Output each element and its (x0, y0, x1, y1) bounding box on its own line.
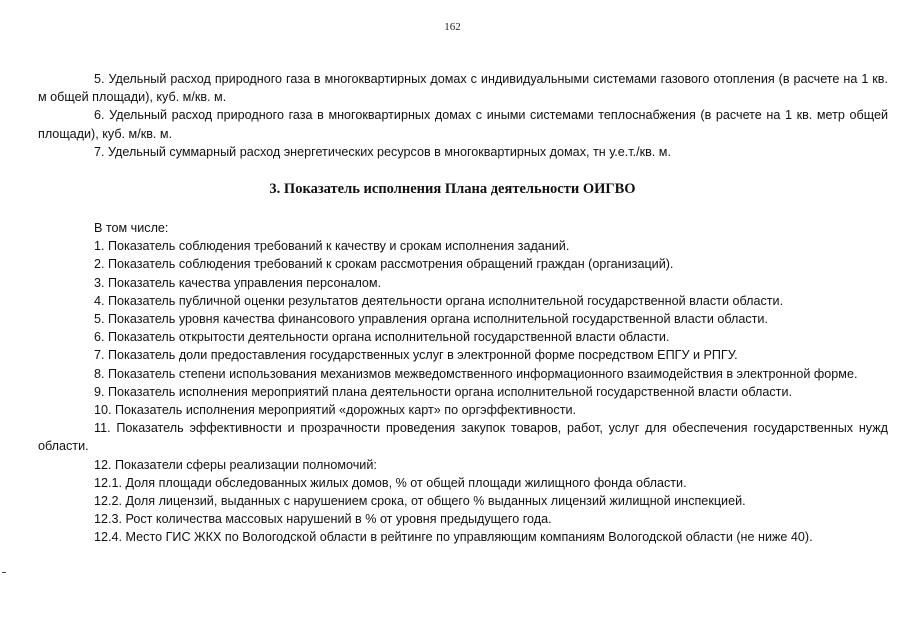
list-item: 6. Показатель открытости деятельности органа исполнительной государственной власти области. (94, 330, 670, 345)
page-number: 162 (444, 21, 461, 33)
section-heading: 3. Показатель исполнения Плана деятельности ОИГВО (269, 181, 636, 197)
paragraph-5: 5. Удельный расход природного газа в многоквартирных домах с индивидуальными системами газового отопления (в расчете на 1 кв. м общей площади), куб. м/кв. м. (38, 72, 888, 105)
indicators-list-top (38, 70, 888, 161)
paragraph-7: 7. Удельный суммарный расход энергетических ресурсов в многоквартирных домах, тн у.е.т./кв. м. (94, 144, 671, 159)
list-item: 1. Показатель соблюдения требований к качеству и срокам исполнения заданий. (94, 239, 570, 254)
list-item: 12.3. Рост количества массовых нарушений в % от уровня предыдущего года. (94, 512, 552, 527)
list-item: 2. Показатель соблюдения требований к срокам рассмотрения обращений граждан (организаций). (94, 257, 674, 272)
list-item: 5. Показатель уровня качества финансового управления органа исполнительной государственной власти области. (94, 312, 768, 327)
list-item: 12.1. Доля площади обследованных жилых домов, % от общей площади жилищного фонда области. (94, 475, 687, 490)
paragraph-6: 6. Удельный расход природного газа в многоквартирных домах с иными системами теплоснабжения (в расчете на 1 кв. метр общей площади), куб. м/кв. м. (38, 108, 888, 141)
list-item: 3. Показатель качества управления персоналом. (94, 275, 382, 290)
list-item: 9. Показатель исполнения мероприятий плана деятельности органа исполнительной государственной власти области. (94, 384, 792, 399)
indicators-list-section-3 (38, 219, 888, 547)
margin-mark (2, 572, 6, 573)
list-item: 7. Показатель доли предоставления государственных услуг в электронной форме посредством ЕПГУ и РПГУ. (94, 348, 738, 363)
list-item: 10. Показатель исполнения мероприятий «дорожных карт» по оргэффективности. (94, 403, 577, 418)
intro-text: В том числе: (94, 221, 169, 235)
list-item: 4. Показатель публичной оценки результатов деятельности органа исполнительной государственной власти области. (94, 293, 784, 308)
list-item: 12. Показатели сферы реализации полномочий: (94, 457, 377, 472)
list-item-11: 11. Показатель эффективности и прозрачности проведения закупок товаров, работ, услуг для обеспечения государственных нужд области. (38, 421, 888, 454)
list-item-8: 8. Показатель степени использования механизмов межведомственного информационного взаимодействия в электронной форме. (94, 366, 858, 381)
list-item: 12.4. Место ГИС ЖКХ по Вологодской области в рейтинге по управляющим компаниям Вологодской области (не ниже 40). (94, 530, 813, 545)
list-item: 12.2. Доля лицензий, выданных с нарушением срока, от общего % выданных лицензий жилищной инспекцией. (94, 494, 746, 509)
